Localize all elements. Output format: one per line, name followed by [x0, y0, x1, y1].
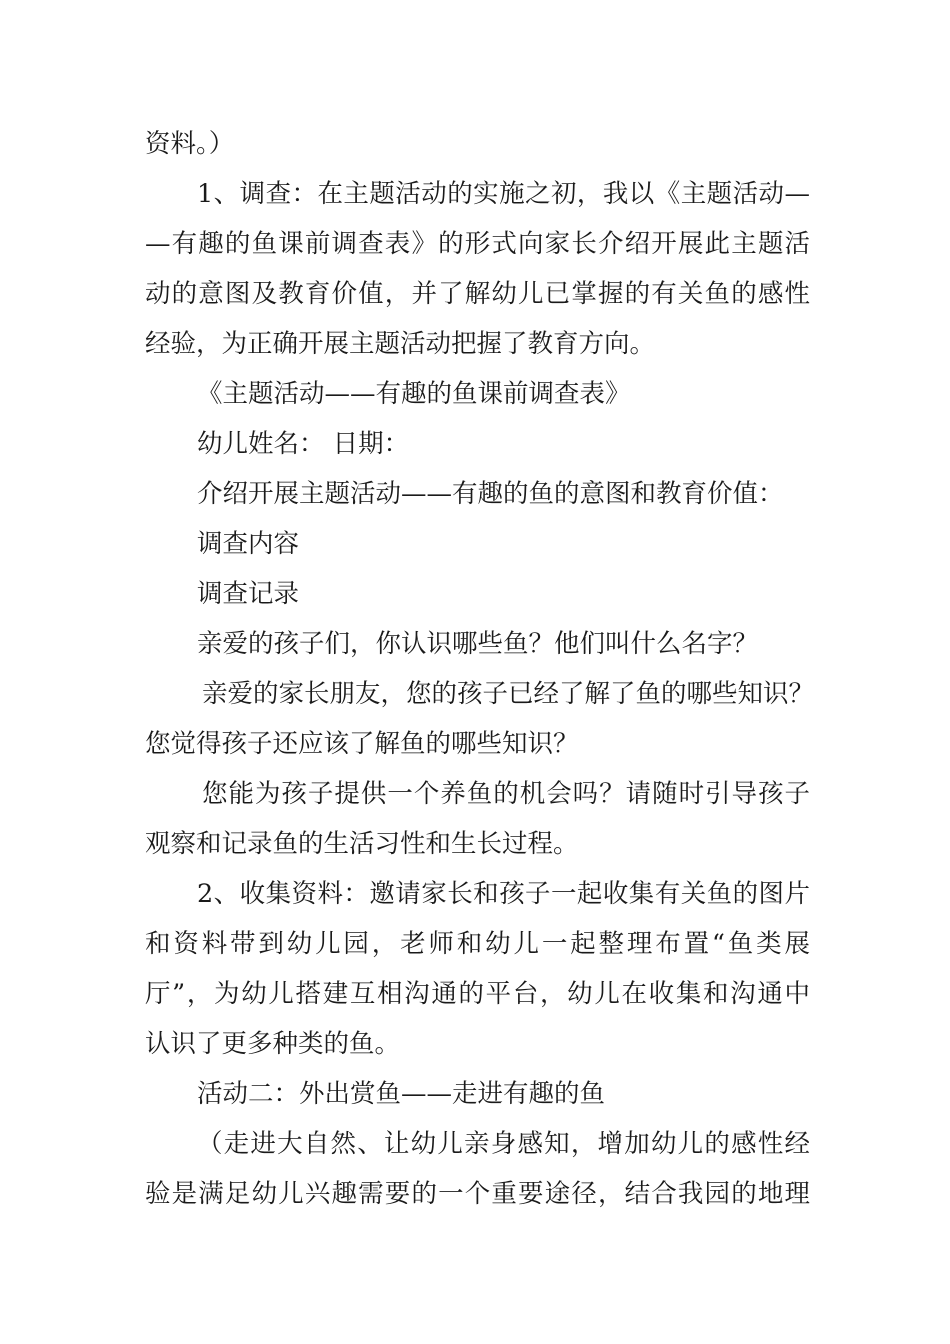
text-line: 您能为孩子提供一个养鱼的机会吗？请随时引导孩子	[202, 779, 810, 809]
text-line: 认识了更多种类的鱼。	[145, 1029, 401, 1059]
text-line: 介绍开展主题活动——有趣的鱼的意图和教育价值：	[197, 479, 784, 509]
text-line: 《主题活动——有趣的鱼课前调查表》	[197, 379, 631, 409]
text-line: 亲爱的孩子们，你认识哪些鱼？他们叫什么名字？	[197, 629, 759, 659]
text-line: （走进大自然、让幼儿亲身感知，增加幼儿的感性经	[197, 1129, 810, 1159]
text-line: 资料。）	[145, 129, 235, 159]
text-line: 观察和记录鱼的生活习性和生长过程。	[145, 829, 579, 859]
text-line: 和资料带到幼儿园，老师和幼儿一起整理布置“鱼类展	[145, 929, 810, 959]
text-line: 1、调查：在主题活动的实施之初，我以《主题活动—	[197, 179, 810, 209]
text-line: 您觉得孩子还应该了解鱼的哪些知识？	[145, 729, 579, 759]
text-line: 调查记录	[197, 579, 300, 609]
text-line: —有趣的鱼课前调查表》的形式向家长介绍开展此主题活	[145, 229, 810, 259]
text-line: 经验，为正确开展主题活动把握了教育方向。	[145, 329, 656, 359]
text-line: 幼儿姓名： 日期：	[197, 429, 410, 459]
text-line: 动的意图及教育价值，并了解幼儿已掌握的有关鱼的感性	[145, 279, 810, 309]
text-line: 2、收集资料：邀请家长和孩子一起收集有关鱼的图片	[197, 879, 810, 909]
text-line: 验是满足幼儿兴趣需要的一个重要途径，结合我园的地理	[145, 1179, 810, 1209]
text-line: 亲爱的家长朋友，您的孩子已经了解了鱼的哪些知识？	[202, 679, 815, 709]
text-line: 厅”，为幼儿搭建互相沟通的平台，幼儿在收集和沟通中	[145, 979, 810, 1009]
text-line: 调查内容	[197, 529, 300, 559]
text-line: 活动二：外出赏鱼——走进有趣的鱼	[197, 1079, 606, 1109]
